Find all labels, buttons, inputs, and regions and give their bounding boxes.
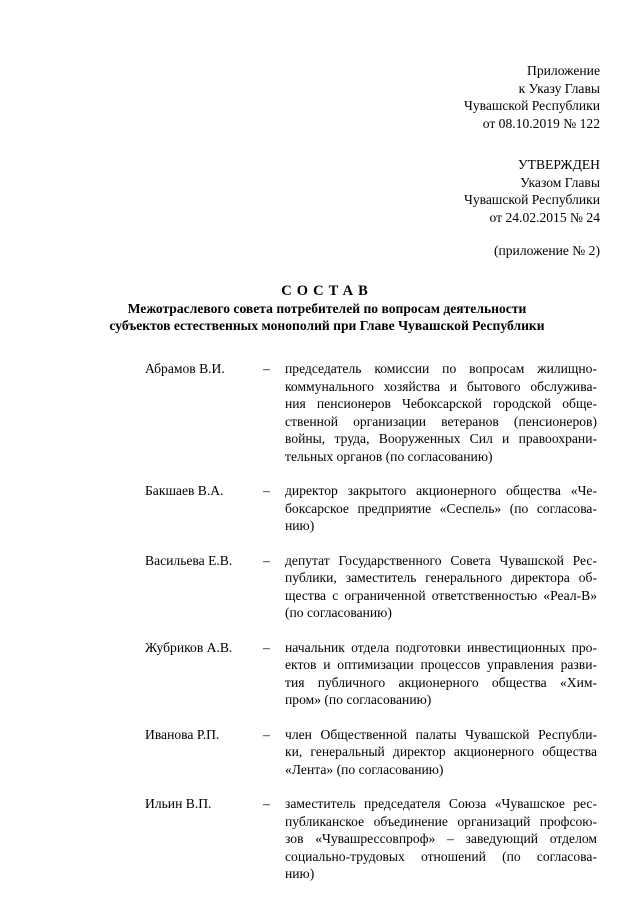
member-role-line: ния пенсионеров Чебоксарской городской обще- — [285, 396, 597, 411]
approved-line: Чувашской Республики — [464, 192, 600, 207]
member-role-line: публики, заместитель генерального директора об- — [285, 570, 597, 585]
member-entry — [145, 552, 597, 622]
member-role — [285, 482, 597, 535]
member-role — [285, 726, 597, 779]
member-entry — [145, 360, 597, 465]
member-role-line: председатель комиссии по вопросам жилищно- — [285, 361, 597, 376]
member-role-line: пром» (по согласованию) — [285, 692, 432, 707]
appendix-line: к Указу Главы — [518, 80, 600, 96]
approved-line: от 24.02.2015 № 24 — [489, 209, 600, 225]
member-dash: – — [263, 726, 270, 742]
approved-line: УТВЕРЖДЕН — [518, 157, 600, 172]
member-role-line: ектов и оптимизации процессов управления разви- — [285, 657, 597, 672]
member-role — [285, 552, 597, 622]
appendix-line: от 08.10.2019 № 122 — [482, 115, 600, 131]
member-role-line: социально-трудовых отношений (по согласова- — [285, 848, 597, 864]
member-role-line: тия публичного акционерного общества «Хим- — [285, 674, 597, 690]
member-role-line: ки, генеральный директор акционерного общества — [285, 744, 597, 759]
member-role-line: ственной организации ветеранов (пенсионеров) — [285, 413, 597, 429]
member-name: Иванова Р.П. — [145, 726, 220, 742]
member-role-line: начальник отдела подготовки инвестиционных про- — [285, 639, 597, 655]
member-name: Васильева Е.В. — [145, 552, 233, 568]
member-dash: – — [263, 639, 270, 655]
member-entry — [145, 726, 597, 779]
member-role-line: (по согласованию) — [285, 605, 392, 620]
member-role-line: коммунального хозяйства и бытового обслужива- — [285, 378, 597, 394]
member-role-line: депутат Государственного Совета Чувашской Рес- — [285, 552, 597, 568]
member-role-line: «Лента» (по согласованию) — [285, 761, 444, 777]
member-role-line: нию) — [285, 866, 315, 881]
member-role-line: директор закрытого акционерного общества «Че- — [285, 483, 597, 498]
title-word: СОСТАВ — [281, 283, 373, 299]
member-name: Бакшаев В.А. — [145, 483, 224, 498]
member-name: Абрамов В.И. — [145, 361, 225, 376]
member-role — [285, 795, 597, 883]
member-dash: – — [263, 552, 270, 568]
appendix-line: Чувашской Республики — [464, 98, 600, 113]
approved-line: Указом Главы — [520, 174, 600, 190]
member-role-line: зов «Чувашрессовпроф» – заведующий отделом — [285, 831, 597, 846]
member-role-line: боксарское предприятие «Сеспель» (по согласова- — [285, 500, 597, 516]
approved-header — [440, 156, 600, 260]
member-dash: – — [263, 796, 270, 811]
member-role-line: нию) — [285, 518, 315, 533]
member-dash: – — [263, 483, 270, 498]
member-role-line: тельных органов (по согласованию) — [285, 448, 493, 464]
member-role-line: член Общественной палаты Чувашской Республи- — [285, 726, 597, 742]
member-role-line: заместитель председателя Союза «Чувашское рес- — [285, 796, 597, 811]
member-entry — [145, 482, 597, 535]
member-entry — [145, 639, 597, 709]
member-role-line: войны, труда, Вооруженных Сил и правоохрани- — [285, 431, 597, 446]
appendix-header — [440, 62, 600, 132]
appendix-number-note: (приложение № 2) — [493, 243, 600, 258]
member-name: Ильин В.П. — [145, 796, 212, 811]
member-role — [285, 639, 597, 709]
member-role-line: публиканское объединение организаций профсою- — [285, 813, 597, 829]
title-subtitle-line: Межотраслевого совета потребителей по вопросам деятельности — [127, 301, 527, 316]
member-dash: – — [263, 361, 270, 376]
document-title — [60, 282, 594, 334]
member-entry — [145, 795, 597, 883]
members-list — [145, 360, 597, 900]
member-role — [285, 360, 597, 465]
title-subtitle-line: субъектов естественных монополий при Главе Чувашской Республики — [109, 318, 545, 333]
member-role-line: щества с ограниченной ответственностью «Реал-В» — [285, 587, 597, 603]
member-name: Жубриков А.В. — [145, 639, 233, 655]
appendix-line: Приложение — [527, 63, 600, 78]
